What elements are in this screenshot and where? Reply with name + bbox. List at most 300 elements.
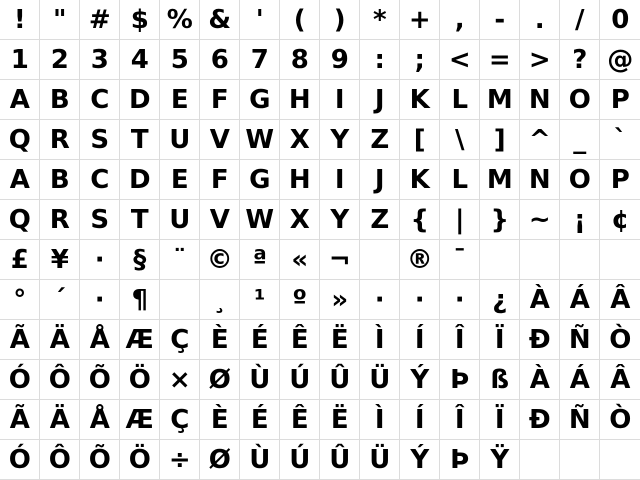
glyph-cell xyxy=(360,320,400,360)
glyph-character: U xyxy=(169,124,190,155)
glyph-cell xyxy=(560,160,600,200)
glyph-character: < xyxy=(448,44,471,75)
glyph-cell xyxy=(320,40,360,80)
glyph-character: Z xyxy=(370,124,389,155)
glyph-cell xyxy=(80,400,120,440)
glyph-character: { xyxy=(410,204,429,235)
glyph-cell xyxy=(200,400,240,440)
glyph-cell xyxy=(400,120,440,160)
glyph-cell xyxy=(320,200,360,240)
glyph-cell xyxy=(600,0,640,40)
glyph-cell xyxy=(200,280,240,320)
glyph-character: Õ xyxy=(88,444,111,475)
glyph-character: ` xyxy=(613,124,627,155)
glyph-character: C xyxy=(90,164,109,195)
glyph-cell xyxy=(160,160,200,200)
glyph-cell xyxy=(280,160,320,200)
glyph-character: Õ xyxy=(88,364,111,395)
glyph-character: ) xyxy=(333,4,346,35)
glyph-cell xyxy=(120,0,160,40)
glyph-cell xyxy=(240,360,280,400)
glyph-character: Ô xyxy=(48,364,71,395)
glyph-cell xyxy=(200,200,240,240)
glyph-cell xyxy=(480,240,520,280)
glyph-character: @ xyxy=(607,44,633,75)
glyph-character: [ xyxy=(413,124,426,155)
glyph-cell xyxy=(120,80,160,120)
glyph-character: Ò xyxy=(609,324,631,355)
glyph-character: G xyxy=(249,84,270,115)
glyph-character: ® xyxy=(406,244,433,275)
glyph-cell xyxy=(360,440,400,480)
glyph-cell xyxy=(400,200,440,240)
glyph-character: Ê xyxy=(290,324,309,355)
glyph-character: } xyxy=(490,204,509,235)
glyph-character: ! xyxy=(13,4,26,35)
glyph-character: » xyxy=(331,284,348,315)
glyph-cell xyxy=(0,200,40,240)
glyph-cell xyxy=(520,360,560,400)
glyph-cell xyxy=(480,120,520,160)
glyph-character: # xyxy=(88,4,111,35)
glyph-cell xyxy=(40,280,80,320)
glyph-character: P xyxy=(610,164,630,195)
glyph-character: £ xyxy=(10,244,29,275)
glyph-cell xyxy=(400,440,440,480)
glyph-character: H xyxy=(288,84,311,115)
glyph-cell xyxy=(400,320,440,360)
glyph-cell xyxy=(520,200,560,240)
glyph-character: 9 xyxy=(330,44,349,75)
glyph-character: N xyxy=(528,84,551,115)
glyph-character: ¸ xyxy=(213,284,226,315)
glyph-character: % xyxy=(166,4,193,35)
glyph-character: Ä xyxy=(49,324,70,355)
glyph-cell xyxy=(400,0,440,40)
glyph-character: ¶ xyxy=(131,284,148,315)
glyph-cell xyxy=(240,200,280,240)
glyph-character: = xyxy=(488,44,511,75)
glyph-character: ß xyxy=(490,364,509,395)
glyph-character: Ÿ xyxy=(490,444,509,475)
glyph-cell xyxy=(240,80,280,120)
glyph-character: G xyxy=(249,164,270,195)
glyph-character: L xyxy=(451,164,468,195)
glyph-character: Ç xyxy=(170,324,189,355)
glyph-cell xyxy=(80,80,120,120)
glyph-cell xyxy=(280,40,320,80)
glyph-cell xyxy=(600,440,640,480)
glyph-cell xyxy=(40,360,80,400)
glyph-character: ª xyxy=(252,244,267,275)
glyph-cell xyxy=(40,160,80,200)
glyph-character: E xyxy=(170,84,189,115)
glyph-character: V xyxy=(209,204,230,235)
glyph-character: ^ xyxy=(528,124,551,155)
glyph-character: Q xyxy=(8,124,31,155)
glyph-character: I xyxy=(334,84,345,115)
glyph-character: Å xyxy=(89,324,110,355)
glyph-cell xyxy=(120,40,160,80)
glyph-cell xyxy=(0,320,40,360)
glyph-cell xyxy=(160,360,200,400)
glyph-character: Ï xyxy=(494,324,505,355)
glyph-character: À xyxy=(529,284,550,315)
glyph-character: § xyxy=(133,244,146,275)
glyph-cell xyxy=(200,160,240,200)
glyph-character: " xyxy=(52,4,67,35)
glyph-character: X xyxy=(289,124,310,155)
glyph-cell xyxy=(320,280,360,320)
glyph-cell xyxy=(600,120,640,160)
glyph-character: : xyxy=(374,44,385,75)
glyph-character: × xyxy=(168,364,191,395)
glyph-character: 5 xyxy=(170,44,189,75)
glyph-cell xyxy=(560,280,600,320)
glyph-cell xyxy=(360,360,400,400)
glyph-character: Þ xyxy=(450,444,469,475)
glyph-character: Ë xyxy=(330,324,349,355)
glyph-character: Ä xyxy=(49,404,70,435)
glyph-character: Î xyxy=(454,324,465,355)
glyph-character: M xyxy=(486,84,513,115)
glyph-cell xyxy=(600,200,640,240)
glyph-character: ° xyxy=(13,284,26,315)
glyph-cell xyxy=(520,280,560,320)
glyph-cell xyxy=(80,120,120,160)
glyph-character: Æ xyxy=(125,324,154,355)
glyph-character: X xyxy=(289,204,310,235)
glyph-character: È xyxy=(210,404,229,435)
glyph-character: ¹ xyxy=(254,284,265,315)
glyph-cell xyxy=(160,320,200,360)
glyph-cell xyxy=(320,0,360,40)
glyph-cell xyxy=(520,0,560,40)
glyph-cell xyxy=(600,400,640,440)
glyph-cell xyxy=(80,240,120,280)
glyph-character: ¢ xyxy=(611,204,629,235)
glyph-character: È xyxy=(210,324,229,355)
glyph-cell xyxy=(200,120,240,160)
glyph-character: Ú xyxy=(289,444,310,475)
glyph-cell xyxy=(120,160,160,200)
glyph-cell xyxy=(320,80,360,120)
glyph-character: Í xyxy=(414,404,425,435)
glyph-character: Á xyxy=(569,364,590,395)
glyph-character: Ø xyxy=(208,444,231,475)
glyph-cell xyxy=(120,200,160,240)
glyph-cell xyxy=(240,0,280,40)
glyph-character: Ö xyxy=(128,444,151,475)
glyph-character: & xyxy=(208,4,231,35)
glyph-character: ¥ xyxy=(50,244,69,275)
glyph-character: \ xyxy=(455,124,464,155)
glyph-cell xyxy=(0,80,40,120)
glyph-character: / xyxy=(575,4,584,35)
glyph-character: « xyxy=(291,244,308,275)
glyph-character: ¿ xyxy=(492,284,507,315)
glyph-cell xyxy=(400,360,440,400)
glyph-cell xyxy=(40,440,80,480)
glyph-character: K xyxy=(409,84,430,115)
glyph-cell xyxy=(40,120,80,160)
glyph-character: 2 xyxy=(50,44,69,75)
glyph-cell xyxy=(560,0,600,40)
glyph-cell xyxy=(240,440,280,480)
glyph-cell xyxy=(400,40,440,80)
glyph-cell xyxy=(520,160,560,200)
glyph-cell xyxy=(480,400,520,440)
glyph-cell xyxy=(120,440,160,480)
glyph-character: 0 xyxy=(611,4,629,35)
glyph-character: T xyxy=(130,124,149,155)
glyph-character: Ô xyxy=(48,444,71,475)
glyph-cell xyxy=(0,240,40,280)
glyph-character: ] xyxy=(493,124,506,155)
glyph-character: Ã xyxy=(9,404,30,435)
glyph-character: Þ xyxy=(450,364,469,395)
glyph-cell xyxy=(400,160,440,200)
glyph-cell xyxy=(520,240,560,280)
glyph-cell xyxy=(120,120,160,160)
glyph-character: L xyxy=(451,84,468,115)
glyph-character: Ï xyxy=(494,404,505,435)
glyph-character: | xyxy=(455,204,464,235)
glyph-character: Ø xyxy=(208,364,231,395)
glyph-character: T xyxy=(130,204,149,235)
glyph-character: Ã xyxy=(9,324,30,355)
glyph-cell xyxy=(360,400,400,440)
glyph-character: Æ xyxy=(125,404,154,435)
glyph-character: Ó xyxy=(8,444,31,475)
glyph-cell xyxy=(160,240,200,280)
glyph-character: + xyxy=(408,4,431,35)
glyph-cell xyxy=(200,80,240,120)
glyph-cell xyxy=(280,320,320,360)
glyph-cell xyxy=(520,40,560,80)
glyph-cell xyxy=(200,320,240,360)
glyph-cell xyxy=(600,40,640,80)
glyph-character: R xyxy=(49,124,70,155)
glyph-character: Ì xyxy=(374,324,385,355)
glyph-character: Ñ xyxy=(568,404,591,435)
glyph-character: · xyxy=(94,284,105,315)
glyph-cell xyxy=(0,40,40,80)
glyph-character: Ñ xyxy=(568,324,591,355)
glyph-character: Å xyxy=(89,404,110,435)
glyph-character: · xyxy=(374,284,385,315)
glyph-cell xyxy=(320,240,360,280)
glyph-cell xyxy=(200,240,240,280)
glyph-character: , xyxy=(454,4,465,35)
glyph-cell xyxy=(0,120,40,160)
glyph-cell xyxy=(360,80,400,120)
glyph-character: É xyxy=(250,404,269,435)
glyph-character: É xyxy=(250,324,269,355)
glyph-cell xyxy=(320,320,360,360)
glyph-character: Û xyxy=(329,444,350,475)
glyph-cell xyxy=(40,0,80,40)
glyph-cell xyxy=(280,200,320,240)
glyph-character: ¬ xyxy=(328,244,351,275)
glyph-character: ~ xyxy=(528,204,551,235)
glyph-cell xyxy=(560,360,600,400)
glyph-cell xyxy=(240,240,280,280)
glyph-character: 3 xyxy=(90,44,109,75)
glyph-cell xyxy=(160,440,200,480)
glyph-character: Ö xyxy=(128,364,151,395)
glyph-cell xyxy=(440,80,480,120)
glyph-cell xyxy=(280,240,320,280)
glyph-character: K xyxy=(409,164,430,195)
glyph-cell xyxy=(0,160,40,200)
glyph-cell xyxy=(40,400,80,440)
glyph-cell xyxy=(40,80,80,120)
glyph-cell xyxy=(440,360,480,400)
glyph-cell xyxy=(80,280,120,320)
glyph-cell xyxy=(520,440,560,480)
glyph-cell xyxy=(440,400,480,440)
glyph-cell xyxy=(480,440,520,480)
glyph-character: 4 xyxy=(130,44,149,75)
glyph-cell xyxy=(80,40,120,80)
glyph-cell xyxy=(560,320,600,360)
glyph-cell xyxy=(80,200,120,240)
glyph-character: W xyxy=(245,204,274,235)
glyph-character: · xyxy=(414,284,425,315)
glyph-character: P xyxy=(610,84,630,115)
glyph-cell xyxy=(160,280,200,320)
glyph-character: S xyxy=(90,204,109,235)
glyph-character: ? xyxy=(572,44,587,75)
glyph-cell xyxy=(360,0,400,40)
glyph-cell xyxy=(480,40,520,80)
glyph-cell xyxy=(320,120,360,160)
glyph-character: E xyxy=(170,164,189,195)
glyph-cell xyxy=(40,240,80,280)
glyph-character: ' xyxy=(255,4,264,35)
glyph-cell xyxy=(280,0,320,40)
glyph-cell xyxy=(520,400,560,440)
glyph-character: A xyxy=(9,164,30,195)
glyph-character: Ó xyxy=(8,364,31,395)
glyph-cell xyxy=(400,400,440,440)
glyph-cell xyxy=(400,280,440,320)
glyph-character: · xyxy=(454,284,465,315)
glyph-character: M xyxy=(486,164,513,195)
glyph-cell xyxy=(360,120,400,160)
glyph-character: Û xyxy=(329,364,350,395)
glyph-cell xyxy=(360,160,400,200)
glyph-cell xyxy=(360,280,400,320)
glyph-cell xyxy=(120,400,160,440)
glyph-cell xyxy=(560,400,600,440)
glyph-character: Â xyxy=(610,364,630,395)
glyph-cell xyxy=(280,440,320,480)
glyph-cell xyxy=(360,200,400,240)
glyph-character: F xyxy=(210,84,229,115)
glyph-cell xyxy=(160,200,200,240)
glyph-character: ¯ xyxy=(453,244,466,275)
glyph-cell xyxy=(280,80,320,120)
glyph-character: O xyxy=(568,164,591,195)
glyph-cell xyxy=(160,40,200,80)
glyph-cell xyxy=(560,120,600,160)
glyph-cell xyxy=(200,440,240,480)
glyph-character: Â xyxy=(610,284,630,315)
glyph-cell xyxy=(600,80,640,120)
glyph-character: Ù xyxy=(249,364,270,395)
glyph-cell xyxy=(200,360,240,400)
glyph-character: B xyxy=(49,84,70,115)
glyph-cell xyxy=(280,400,320,440)
glyph-cell xyxy=(0,400,40,440)
glyph-character: ¡ xyxy=(573,204,586,235)
glyph-character: ( xyxy=(293,4,306,35)
glyph-character: À xyxy=(529,364,550,395)
glyph-cell xyxy=(560,440,600,480)
glyph-cell xyxy=(440,240,480,280)
glyph-character: Ý xyxy=(410,444,429,475)
glyph-character: A xyxy=(9,84,30,115)
glyph-cell xyxy=(320,400,360,440)
glyph-character: Y xyxy=(330,124,349,155)
glyph-cell xyxy=(600,360,640,400)
glyph-cell xyxy=(160,80,200,120)
glyph-character: S xyxy=(90,124,109,155)
glyph-cell xyxy=(360,40,400,80)
glyph-character: Í xyxy=(414,324,425,355)
glyph-cell xyxy=(480,0,520,40)
glyph-character: Ý xyxy=(410,364,429,395)
glyph-cell xyxy=(240,40,280,80)
glyph-character: I xyxy=(334,164,345,195)
glyph-cell xyxy=(520,120,560,160)
glyph-character: Ð xyxy=(528,404,551,435)
glyph-character: J xyxy=(374,84,385,115)
glyph-cell xyxy=(400,80,440,120)
glyph-character: ; xyxy=(414,44,425,75)
glyph-cell xyxy=(200,40,240,80)
glyph-character: Ù xyxy=(249,444,270,475)
glyph-cell xyxy=(400,240,440,280)
glyph-cell xyxy=(440,0,480,40)
glyph-cell xyxy=(440,120,480,160)
glyph-character: · xyxy=(94,244,105,275)
glyph-character: Á xyxy=(569,284,590,315)
glyph-character: V xyxy=(209,124,230,155)
glyph-character: F xyxy=(210,164,229,195)
glyph-cell xyxy=(80,160,120,200)
glyph-cell xyxy=(80,0,120,40)
glyph-cell xyxy=(160,120,200,160)
glyph-character: Ò xyxy=(609,404,631,435)
glyph-character: - xyxy=(494,4,505,35)
glyph-character: Î xyxy=(454,404,465,435)
glyph-cell xyxy=(600,240,640,280)
glyph-character: ÷ xyxy=(168,444,191,475)
glyph-cell xyxy=(40,200,80,240)
glyph-cell xyxy=(480,280,520,320)
glyph-cell xyxy=(440,320,480,360)
glyph-cell xyxy=(240,120,280,160)
glyph-cell xyxy=(240,280,280,320)
glyph-cell xyxy=(280,120,320,160)
glyph-cell xyxy=(160,0,200,40)
glyph-cell xyxy=(440,40,480,80)
glyph-cell xyxy=(0,0,40,40)
glyph-character: 6 xyxy=(210,44,229,75)
